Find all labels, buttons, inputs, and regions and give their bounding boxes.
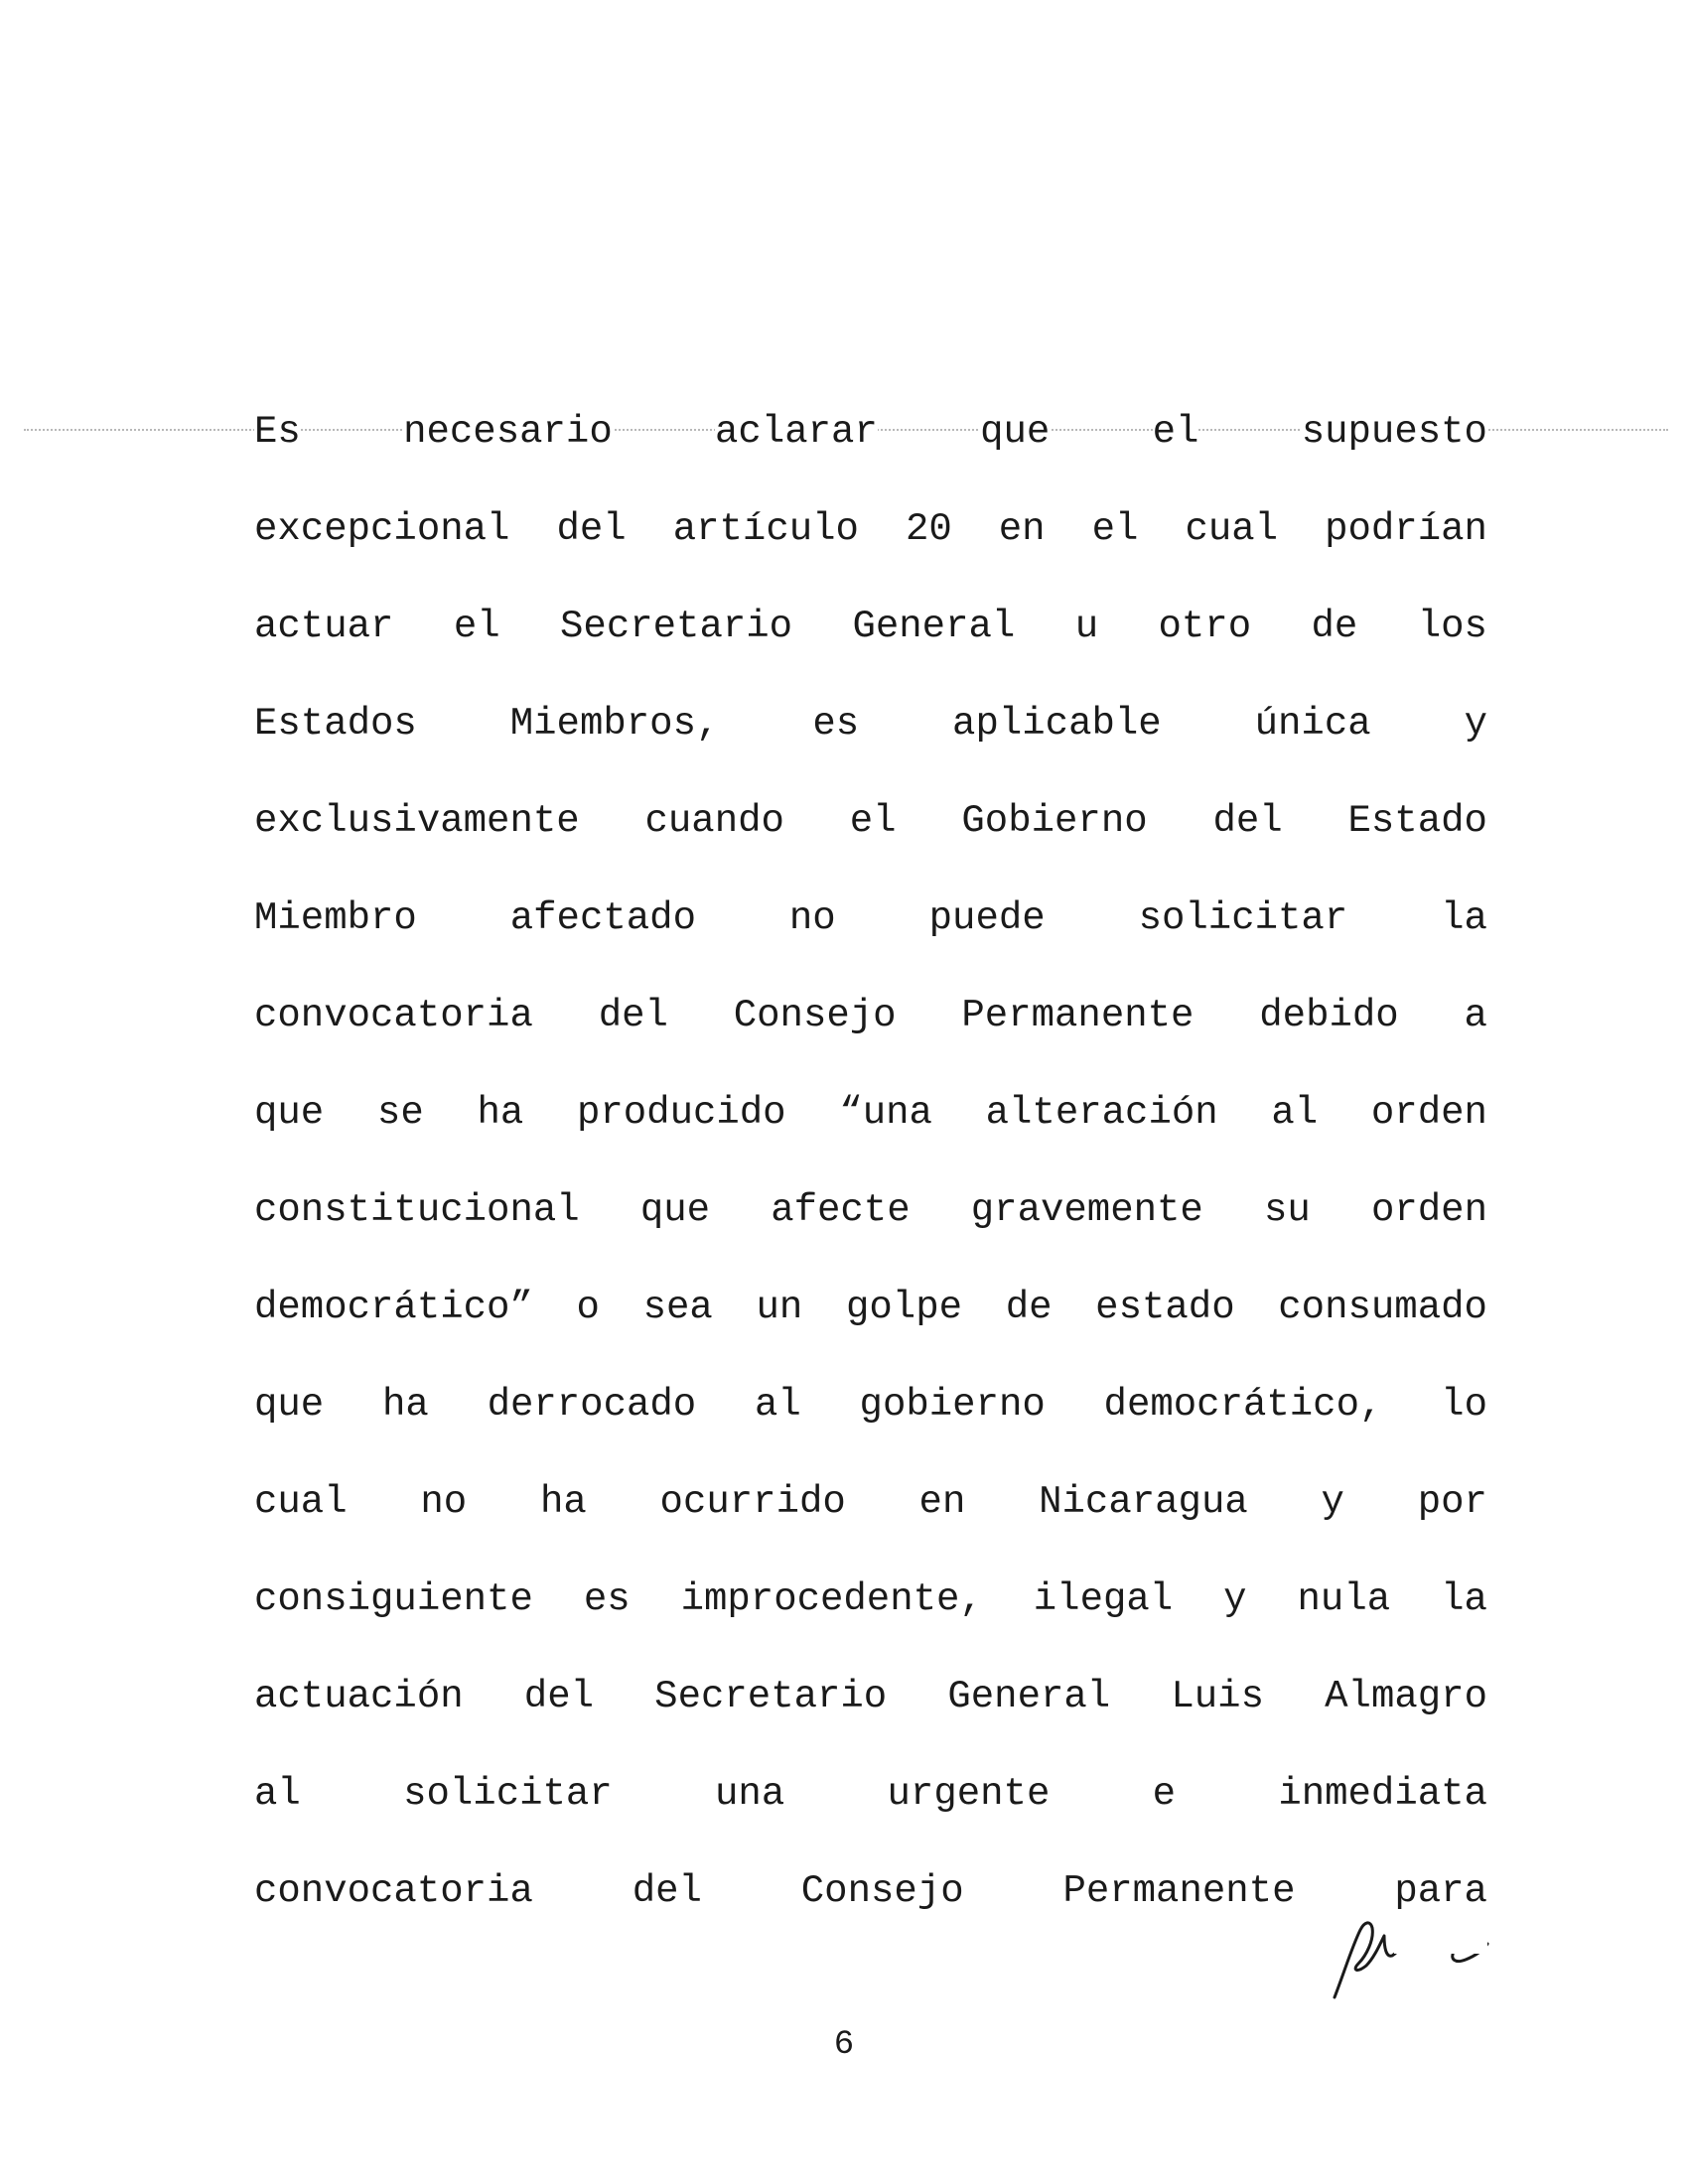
word: del xyxy=(556,494,626,592)
text-line-7 xyxy=(254,981,1487,1078)
word: orden xyxy=(1371,1078,1487,1175)
word: no xyxy=(420,1467,467,1565)
word: ha xyxy=(477,1078,523,1175)
word: General xyxy=(947,1662,1110,1759)
text-line-15 xyxy=(254,1759,1487,1856)
word: de xyxy=(1006,1273,1053,1370)
word: Consejo xyxy=(801,1856,964,1954)
word: Permanente xyxy=(1062,1856,1295,1954)
word: del xyxy=(633,1856,702,1954)
word: u xyxy=(1075,592,1098,689)
word: convocatoria xyxy=(254,1856,533,1954)
word: la xyxy=(1441,884,1487,981)
word: a xyxy=(1465,981,1487,1078)
page-number: 6 xyxy=(833,2026,855,2064)
word: lo xyxy=(1441,1370,1487,1467)
word: actuar xyxy=(254,592,393,689)
word: debido xyxy=(1259,981,1398,1078)
word: Permanente xyxy=(961,981,1194,1078)
document-body xyxy=(254,397,1487,1954)
text-line-10 xyxy=(254,1273,1487,1370)
text-line-4 xyxy=(254,689,1487,786)
word: para xyxy=(1394,1856,1487,1954)
word: y xyxy=(1322,1467,1344,1565)
word: es xyxy=(584,1565,631,1662)
word: producido xyxy=(577,1078,786,1175)
word: Luis xyxy=(1171,1662,1264,1759)
text-line-9 xyxy=(254,1175,1487,1273)
word: un xyxy=(757,1273,803,1370)
text-line-6 xyxy=(254,884,1487,981)
word: cuando xyxy=(644,786,783,884)
word: constitucional xyxy=(254,1175,580,1273)
word: consumado xyxy=(1278,1273,1487,1370)
word: de xyxy=(1312,592,1358,689)
word: aplicable xyxy=(952,689,1162,786)
word: que xyxy=(254,1370,324,1467)
word: al xyxy=(755,1370,801,1467)
word: y xyxy=(1223,1565,1246,1662)
word: la xyxy=(1441,1565,1487,1662)
word: en xyxy=(999,494,1046,592)
word: podrían xyxy=(1325,494,1487,592)
text-line-1 xyxy=(254,397,1487,494)
word: del xyxy=(524,1662,594,1759)
word: aclarar xyxy=(715,397,878,494)
word: consiguiente xyxy=(254,1565,533,1662)
text-line-13 xyxy=(254,1565,1487,1662)
word: ha xyxy=(382,1370,429,1467)
word: se xyxy=(377,1078,424,1175)
word: improcedente, xyxy=(681,1565,983,1662)
word: derrocado xyxy=(488,1370,697,1467)
word: artículo xyxy=(673,494,859,592)
word: su xyxy=(1264,1175,1311,1273)
word: orden xyxy=(1371,1175,1487,1273)
word: el xyxy=(850,786,897,884)
word: ha xyxy=(540,1467,587,1565)
word: cual xyxy=(254,1467,348,1565)
word: por xyxy=(1418,1467,1487,1565)
text-line-2 xyxy=(254,494,1487,592)
word: que xyxy=(640,1175,710,1273)
word: e xyxy=(1153,1759,1176,1856)
word: Miembros, xyxy=(510,689,720,786)
word: alteración xyxy=(986,1078,1218,1175)
word: urgente xyxy=(888,1759,1051,1856)
word: convocatoria xyxy=(254,981,533,1078)
word: única xyxy=(1255,689,1371,786)
word: otro xyxy=(1158,592,1251,689)
word: ilegal xyxy=(1034,1565,1173,1662)
word: que xyxy=(980,397,1050,494)
word: los xyxy=(1418,592,1487,689)
word: solicitar xyxy=(403,1759,613,1856)
text-line-14 xyxy=(254,1662,1487,1759)
word: sea xyxy=(643,1273,713,1370)
word: el xyxy=(1092,494,1139,592)
word: Secretario xyxy=(560,592,792,689)
word: es xyxy=(812,689,859,786)
word: democrático” xyxy=(254,1273,533,1370)
word: afectado xyxy=(510,884,696,981)
word: el xyxy=(1153,397,1199,494)
text-line-11 xyxy=(254,1370,1487,1467)
word: Estado xyxy=(1348,786,1487,884)
word: Estados xyxy=(254,689,417,786)
word: el xyxy=(454,592,500,689)
word: 20 xyxy=(906,494,952,592)
word: al xyxy=(254,1759,301,1856)
word: del xyxy=(1212,786,1282,884)
word: una xyxy=(715,1759,784,1856)
word: puede xyxy=(929,884,1046,981)
word: cual xyxy=(1185,494,1278,592)
word: exclusivamente xyxy=(254,786,580,884)
word: del xyxy=(599,981,668,1078)
word: Almagro xyxy=(1325,1662,1487,1759)
word: Consejo xyxy=(734,981,897,1078)
word: al xyxy=(1271,1078,1318,1175)
word: golpe xyxy=(846,1273,962,1370)
word: Secretario xyxy=(654,1662,887,1759)
text-line-3 xyxy=(254,592,1487,689)
word: General xyxy=(852,592,1015,689)
text-line-12 xyxy=(254,1467,1487,1565)
word: o xyxy=(577,1273,600,1370)
word: afecte xyxy=(771,1175,910,1273)
text-line-16 xyxy=(254,1856,1487,1954)
word: solicitar xyxy=(1139,884,1348,981)
word: Nicaragua xyxy=(1039,1467,1248,1565)
word: actuación xyxy=(254,1662,464,1759)
word: Miembro xyxy=(254,884,417,981)
word: Es xyxy=(254,397,301,494)
word: gobierno xyxy=(860,1370,1046,1467)
word: ocurrido xyxy=(660,1467,846,1565)
word: gravemente xyxy=(971,1175,1203,1273)
word: no xyxy=(789,884,836,981)
text-line-5 xyxy=(254,786,1487,884)
word: supuesto xyxy=(1302,397,1487,494)
word: necesario xyxy=(403,397,613,494)
word: democrático, xyxy=(1104,1370,1383,1467)
word: nula xyxy=(1298,1565,1391,1662)
word: excepcional xyxy=(254,494,509,592)
word: inmediata xyxy=(1278,1759,1487,1856)
word: estado xyxy=(1095,1273,1234,1370)
word: Gobierno xyxy=(961,786,1147,884)
word: que xyxy=(254,1078,324,1175)
text-line-8 xyxy=(254,1078,1487,1175)
word: en xyxy=(919,1467,966,1565)
word: y xyxy=(1465,689,1487,786)
word: “una xyxy=(839,1078,932,1175)
